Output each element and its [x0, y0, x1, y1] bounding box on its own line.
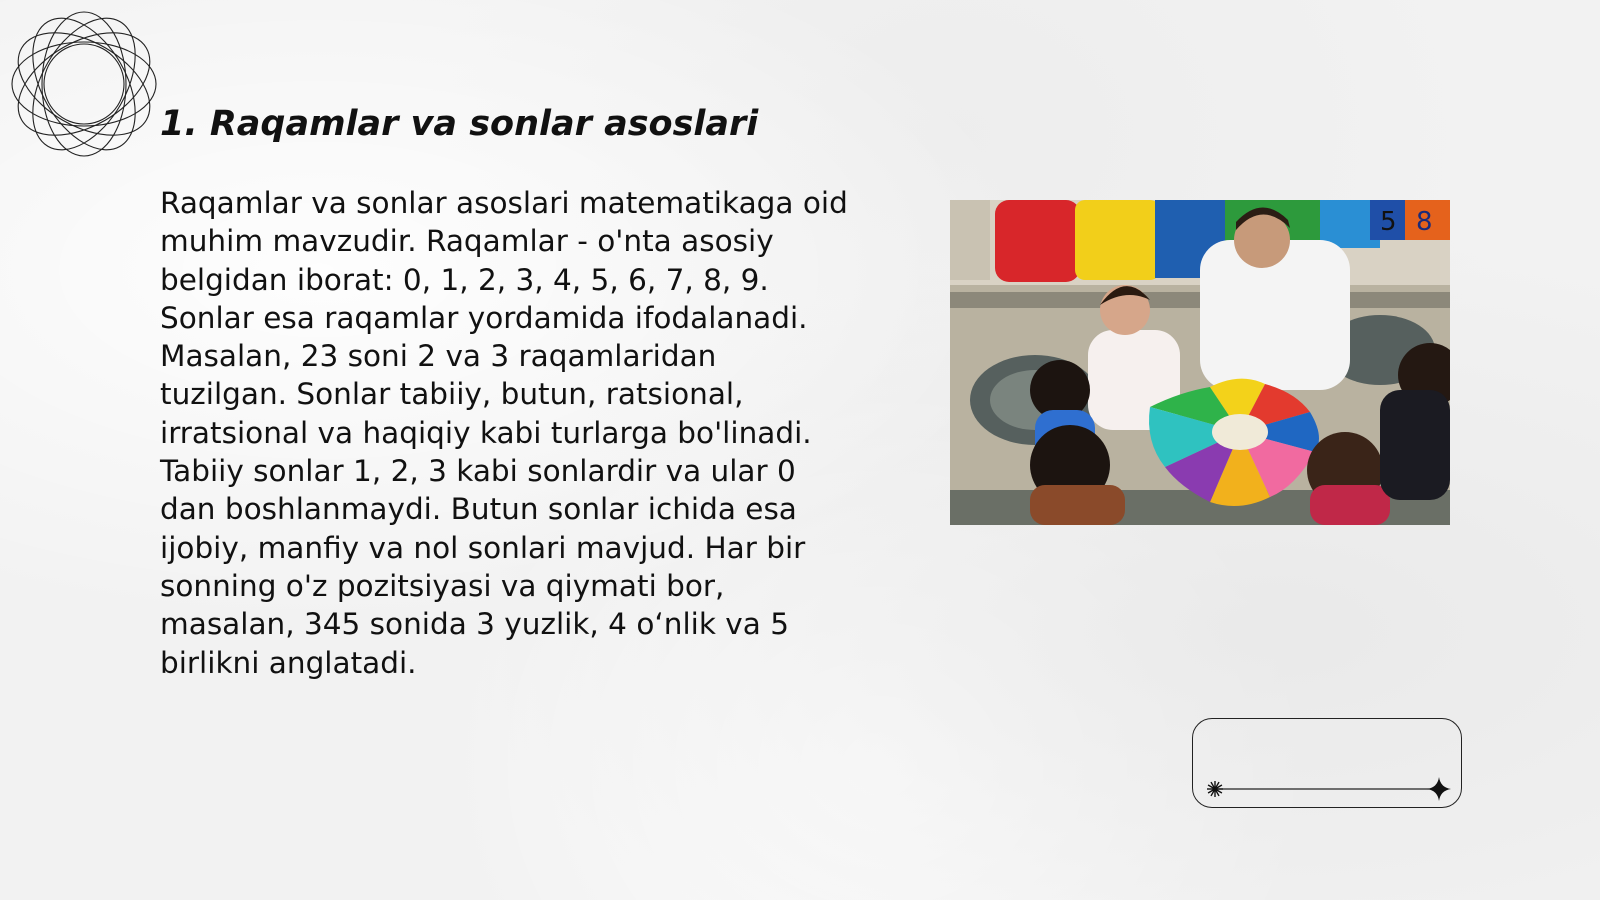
page-title: 1. Raqamlar va sonlar asoslari [160, 104, 759, 144]
sparkle-star-icon [1427, 777, 1451, 801]
starburst-icon [1207, 781, 1223, 797]
classroom-photo [950, 200, 1450, 525]
photo-digit-8: 8 [1416, 207, 1433, 237]
decorative-frame [1192, 718, 1462, 808]
photo-digit-5: 5 [1380, 207, 1397, 237]
body-paragraph: Raqamlar va sonlar asoslari matematikaga oid muhim mavzudir. Raqamlar - o'nta asosiy belgidan iborat: 0, 1, 2, 3, 4, 5, 6, 7, 8, 9. Sonlar esa raqamlar yordamida ifodalanadi. Masalan, 23 soni 2 va 3 raqamlaridan tuzilgan. Sonlar tabiiy, butun, ratsional, irratsional va haqiqiy kabi turlarga bo'linadi. Tabiiy sonlar 1, 2, 3 kabi sonlardir va ular 0 dan boshlanmaydi. Butun sonlar ichida esa ijobiy, manfiy va nol sonlari mavjud. Har bir sonning o'z pozitsiyasi va qiymati bor, masalan, 345 sonida 3 yuzlik, 4 o‘nlik va 5 birlikni anglatadi. [160, 186, 848, 680]
spirograph-circle-icon [10, 10, 158, 158]
